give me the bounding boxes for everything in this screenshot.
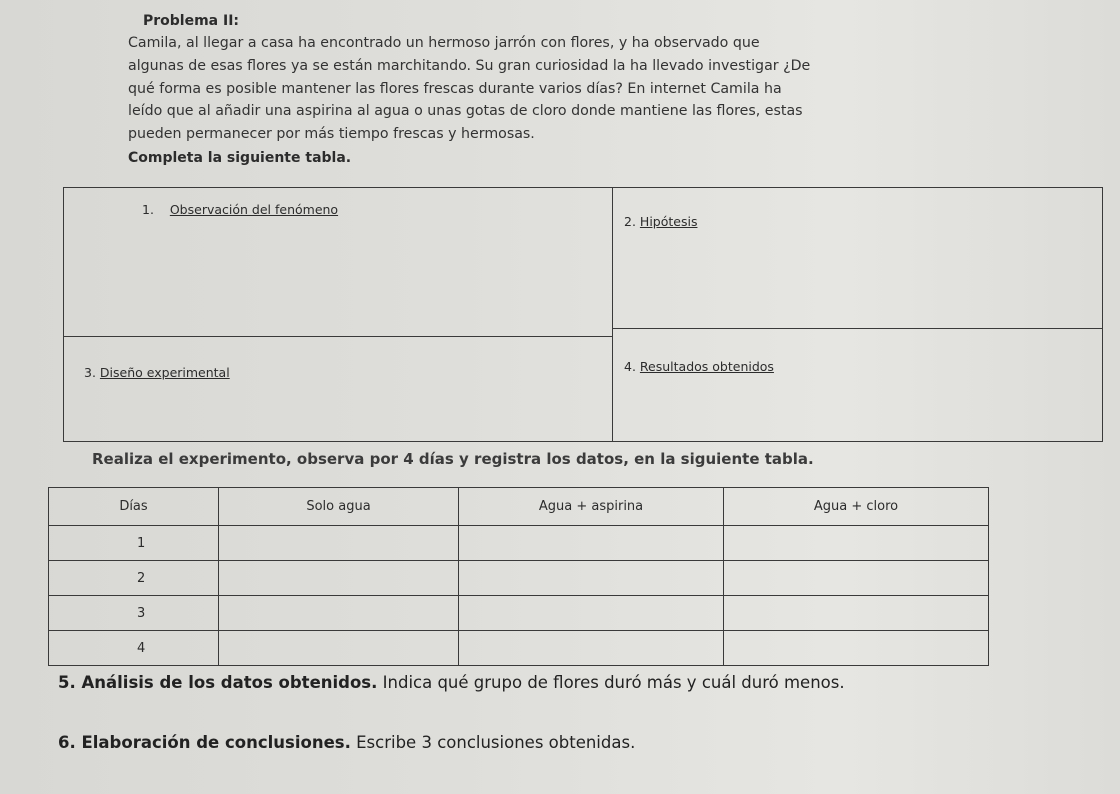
input-cell[interactable] [724,596,989,631]
header-agua-aspirina: Agua + aspirina [459,488,724,526]
paragraph-line: leído que al añadir una aspirina al agua o unas gotas de cloro donde mantiene las flores, estas [128,103,803,120]
question-5-text: Indica qué grupo de flores duró más y cuál duró menos. [377,673,845,692]
paragraph-line: algunas de esas flores ya se están marchitando. Su gran curiosidad la ha llevado investigar ¿De [128,57,811,74]
table-row [49,561,989,596]
cell-observacion-label: 1. Observación del fenómeno [142,202,339,217]
cell-resultados-label: 4. Resultados obtenidos [624,359,774,374]
input-cell[interactable] [724,561,989,596]
input-cell[interactable] [459,526,724,561]
paragraph-line: pueden permanecer por más tiempo frescas y hermosas. [128,126,535,143]
data-table [48,487,989,666]
grid-divider-left [64,336,612,337]
cell-hipotesis-label: 2. Hipótesis [624,214,698,229]
header-dias: Días [49,488,219,526]
header-solo-agua: Solo agua [219,488,459,526]
paragraph-line: Camila, al llegar a casa ha encontrado un hermoso jarrón con flores, y ha observado que [128,35,760,51]
question-5-title: 5. Análisis de los datos obtenidos. [58,673,378,692]
experiment-instruction: Realiza el experimento, observa por 4 días y registra los datos, en la siguiente tabla. [92,450,814,468]
day-cell: 1 [49,526,219,561]
table-header-row [49,488,989,526]
question-6-title: 6. Elaboración de conclusiones. [58,733,351,752]
question-6-text: Escribe 3 conclusiones obtenidas. [350,733,636,752]
day-cell: 2 [49,561,219,596]
day-cell: 3 [49,596,219,631]
input-cell[interactable] [724,631,989,666]
question-6 [58,733,635,752]
input-cell[interactable] [459,596,724,631]
scientific-method-grid [63,187,1103,442]
day-cell: 4 [49,631,219,666]
cell-diseno-label: 3. Diseño experimental [84,365,230,380]
grid-divider-vertical [612,188,613,441]
table-row [49,596,989,631]
input-cell[interactable] [219,561,459,596]
input-cell[interactable] [459,631,724,666]
problem-paragraph [128,32,988,146]
input-cell[interactable] [219,596,459,631]
paragraph-line: qué forma es posible mantener las flores frescas durante varios días? En internet Camila ha [128,80,782,97]
problem-title: Problema II: [143,13,240,29]
input-cell[interactable] [219,526,459,561]
table-row [49,526,989,561]
input-cell[interactable] [724,526,989,561]
table-row [49,631,989,666]
grid-divider-right [612,328,1102,329]
input-cell[interactable] [219,631,459,666]
table-instruction: Completa la siguiente tabla. [128,150,352,166]
question-5 [58,673,845,692]
input-cell[interactable] [459,561,724,596]
header-agua-cloro: Agua + cloro [724,488,989,526]
